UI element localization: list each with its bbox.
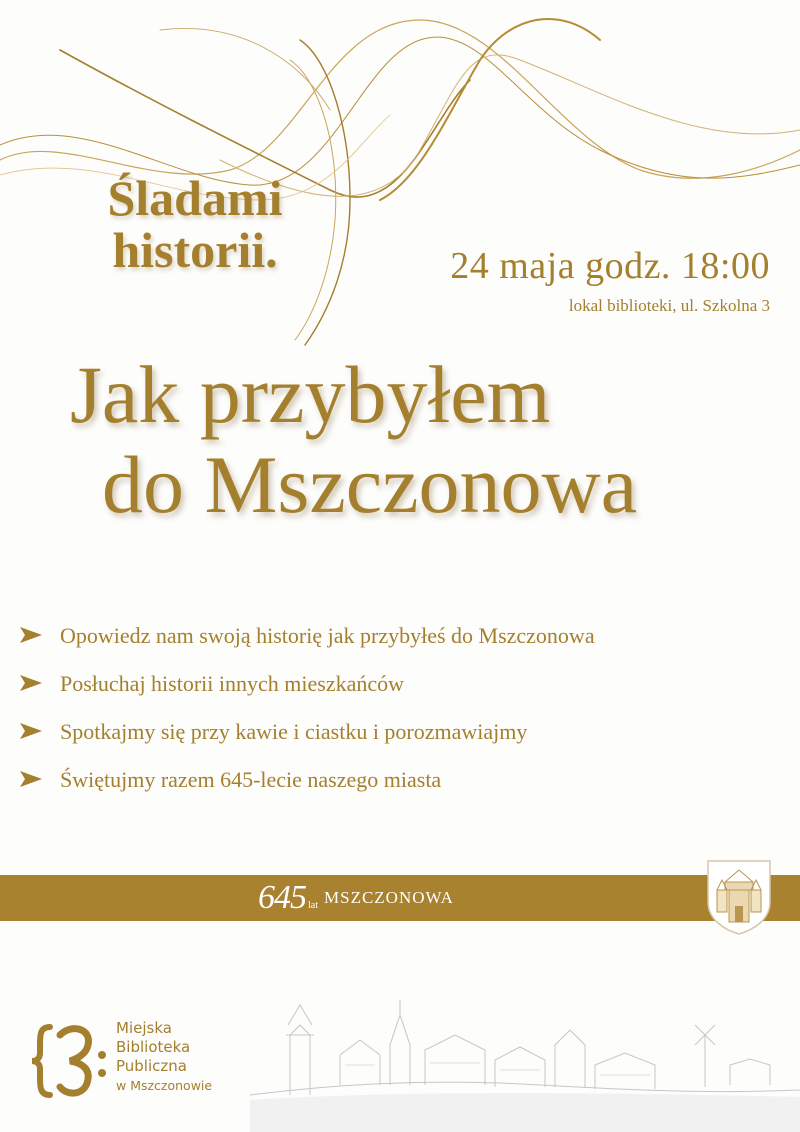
bullet-list xyxy=(20,612,790,804)
library-name-line-2: Biblioteka xyxy=(116,1038,191,1056)
main-title-line-2: do Mszczonowa xyxy=(102,439,638,530)
list-item-text: Posłuchaj historii innych mieszkańców xyxy=(60,671,404,696)
list-item xyxy=(20,612,790,660)
event-date-time: 24 maja godz. 18:00 xyxy=(450,245,770,287)
library-name-line-4: w Mszczonowie xyxy=(116,1078,213,1093)
list-item xyxy=(20,708,790,756)
event-location: lokal biblioteki, ul. Szkolna 3 xyxy=(568,296,770,315)
library-logo xyxy=(28,1015,212,1105)
triangle-arrow-icon xyxy=(20,719,60,745)
triangle-arrow-icon xyxy=(20,623,60,649)
series-title xyxy=(60,172,330,276)
anniversary-number: 645 xyxy=(258,879,306,916)
series-title-line-2: historii. xyxy=(112,222,278,278)
library-name-line-1: Miejska xyxy=(116,1019,172,1037)
list-item xyxy=(20,660,790,708)
anniversary-town: MSZCZONOWA xyxy=(324,888,454,907)
town-crest-icon xyxy=(705,858,773,936)
list-item-text: Opowiedz nam swoją historię jak przybyłeś do Mszczonowa xyxy=(60,623,595,648)
main-title xyxy=(60,350,780,530)
library-name-line-3: Publiczna xyxy=(116,1057,187,1075)
anniversary-band-text xyxy=(258,876,454,920)
library-name xyxy=(116,1019,212,1095)
list-item-text: Spotkajmy się przy kawie i ciastku i porozmawiajmy xyxy=(60,719,528,744)
series-title-line-1: Śladami xyxy=(107,170,283,226)
triangle-arrow-icon xyxy=(20,767,60,793)
triangle-arrow-icon xyxy=(20,671,60,697)
town-sketch-illustration xyxy=(250,975,800,1132)
library-logo-icon xyxy=(28,1015,110,1105)
list-item-text: Świętujmy razem 645-lecie naszego miasta xyxy=(60,767,442,792)
list-item xyxy=(20,756,790,804)
anniversary-subscript: lat xyxy=(308,899,318,911)
main-title-line-1: Jak przybyłem xyxy=(70,349,551,440)
